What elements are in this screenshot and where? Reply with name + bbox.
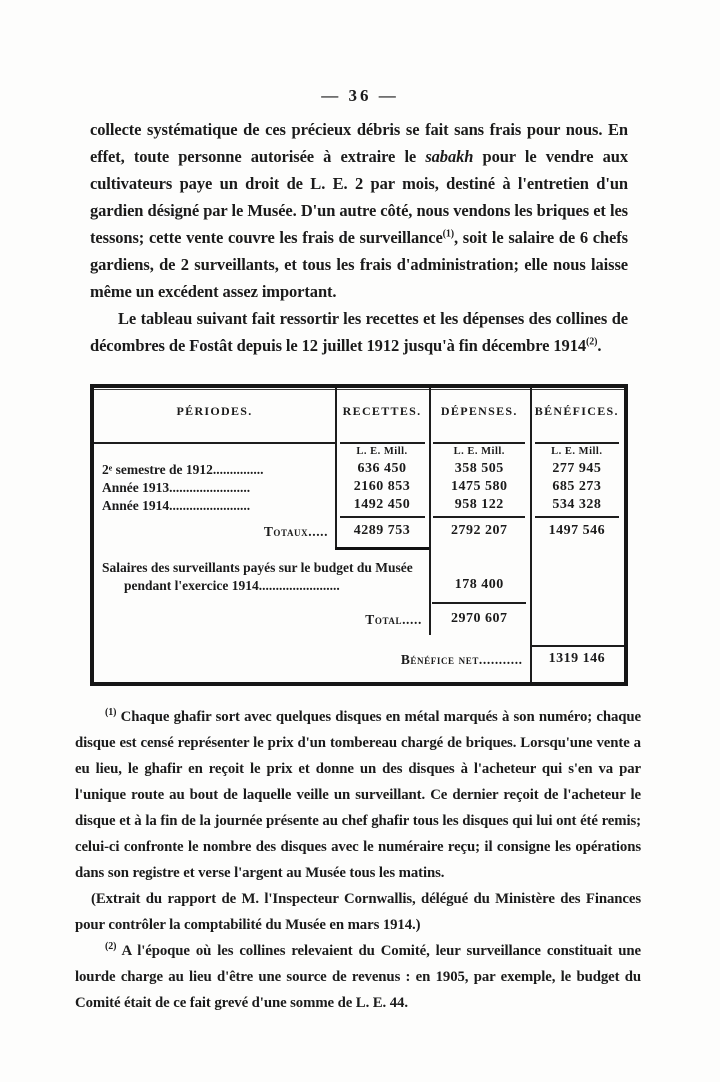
page-number: — 36 — [321,86,399,105]
table-header-benefices: BÉNÉFICES. [534,404,619,418]
footnote-2 [75,938,641,1016]
footnote-1-text: Chaque ghafir sort avec quelques disques en métal marqués à son numéro; chaque disque est censé représenter le prix d'un tombereau chargé de briques. Lorsqu'une vente a eu lieu, le ghafir en reçoit le prix et donne un des disques à l'acheteur qui s'en va par l'unique route au bout de laquelle veille un surveillant. Ce dernier reçoit de l'acheteur le disque et à la fin de la journée présente au chef ghafir tous les disques qui lui ont été remis; celui-ci confronte le nombre des disques avec le numéraire reçu; il consigne les opérations dans son registre et verse l'argent au Musée tous les matins. [75,709,641,881]
footnote-extrait: (Extrait du rapport de M. l'Inspecteur Cornwallis, délégué du Ministère des Finances pour contrôler la comptabilité du Musée en mars 1914.) [75,891,641,933]
unit-label-recettes: L. E. Mill. [356,446,408,457]
total-label: Total..... [365,612,422,627]
header-rule-col3 [433,442,525,444]
benefices-1912: 277 945 [552,461,602,476]
totaux-benefices: 1497 546 [548,523,606,538]
row-label-1914: Année 1914........................ [102,498,251,513]
recettes-1913: 2160 853 [353,479,411,494]
row-label-1912: 2ᵉ semestre de 1912............... [102,462,264,477]
paragraph-1-text-cont: pour le vendre aux cultivateurs paye un droit de L. E. 2 par mois, destiné à l'entretien d'un gardien désigné par le Musée. D'un autre côté, nous vendons les briques et les tessons; cette vente couvre les frais de surveillance [90,147,628,247]
salaires-line-2: pendant l'exercice 1914........................ [124,578,340,593]
header-rule-col4 [535,442,619,444]
paragraph-2 [90,305,628,359]
footnote-1-marker: (1) [105,707,117,719]
footnote-ref-2: (2) [586,336,598,348]
accounts-table [90,384,628,686]
unit-label-benefices: L. E. Mill. [551,446,603,457]
header-rule-col2 [340,442,425,444]
footnote-1 [75,704,641,886]
totaux-depenses: 2792 207 [451,523,508,538]
benefice-net-rule [530,645,624,647]
salaires-rule [432,602,526,604]
header-rule-col1 [94,442,335,444]
totals-rule-col3 [433,516,525,518]
totaux-label: Totaux..... [263,524,329,539]
benefice-net-label: Bénéfice net........... [400,652,523,667]
totals-rule-col4 [535,516,619,518]
salaires-line-1: Salaires des surveillants payés sur le budget du Musée [102,560,413,575]
unit-label-depenses: L. E. Mill. [453,446,505,457]
table-top-inner-line [94,389,624,390]
footnotes-section [75,704,641,1016]
footnote-ref-1: (1) [442,228,455,240]
footnote-2-text: A l'époque où les collines relevaient du Comité, leur surveillance constituait une lourde charge au lieu d'être une source de revenus : en 1905, par exemple, le budget du Comité était de ce fait grevé d'une somme de L. E. 44. [75,943,641,1011]
italic-term-sabakh: sabakh [425,147,474,166]
table-header-periodes: PÉRIODES. [176,404,253,418]
row-label-1913: Année 1913........................ [102,480,251,495]
paragraph-1-text: collecte systématique de ces précieux débris se fait sans frais pour nous. En effet, toute personne autorisée à extraire le [90,120,628,166]
table-header-recettes: RECETTES. [342,404,422,418]
paragraph-2-text: Le tableau suivant fait ressortir les recettes et les dépenses des collines de décombres de Fostât depuis le 12 juillet 1912 jusqu'à fin décembre 1914 [90,309,628,355]
depenses-1912: 358 505 [454,461,504,476]
salaires-value: 178 400 [454,577,504,592]
depenses-1914: 958 122 [454,497,504,512]
body-text [90,116,628,359]
footnote-2-marker: (2) [105,941,117,953]
benefices-1914: 534 328 [552,497,602,512]
total-value: 2970 607 [451,611,508,626]
table-header-depenses: DÉPENSES. [440,404,518,418]
paragraph-1-text-end: , soit le salaire de 6 chefs gardiens, de 2 surveillants, et tous les frais d'administration; elle nous laisse même un excédent assez important. [90,228,628,301]
benefices-1913: 685 273 [552,479,602,494]
recettes-closing-rule [335,547,429,550]
paragraph-2-text-end: . [597,336,602,355]
totaux-recettes: 4289 753 [353,523,411,538]
totals-rule-col2 [340,516,425,518]
depenses-1913: 1475 580 [451,479,508,494]
benefice-net-value: 1319 146 [548,651,606,666]
paragraph-1 [90,116,628,305]
recettes-1914: 1492 450 [353,497,411,512]
recettes-1912: 636 450 [357,461,407,476]
